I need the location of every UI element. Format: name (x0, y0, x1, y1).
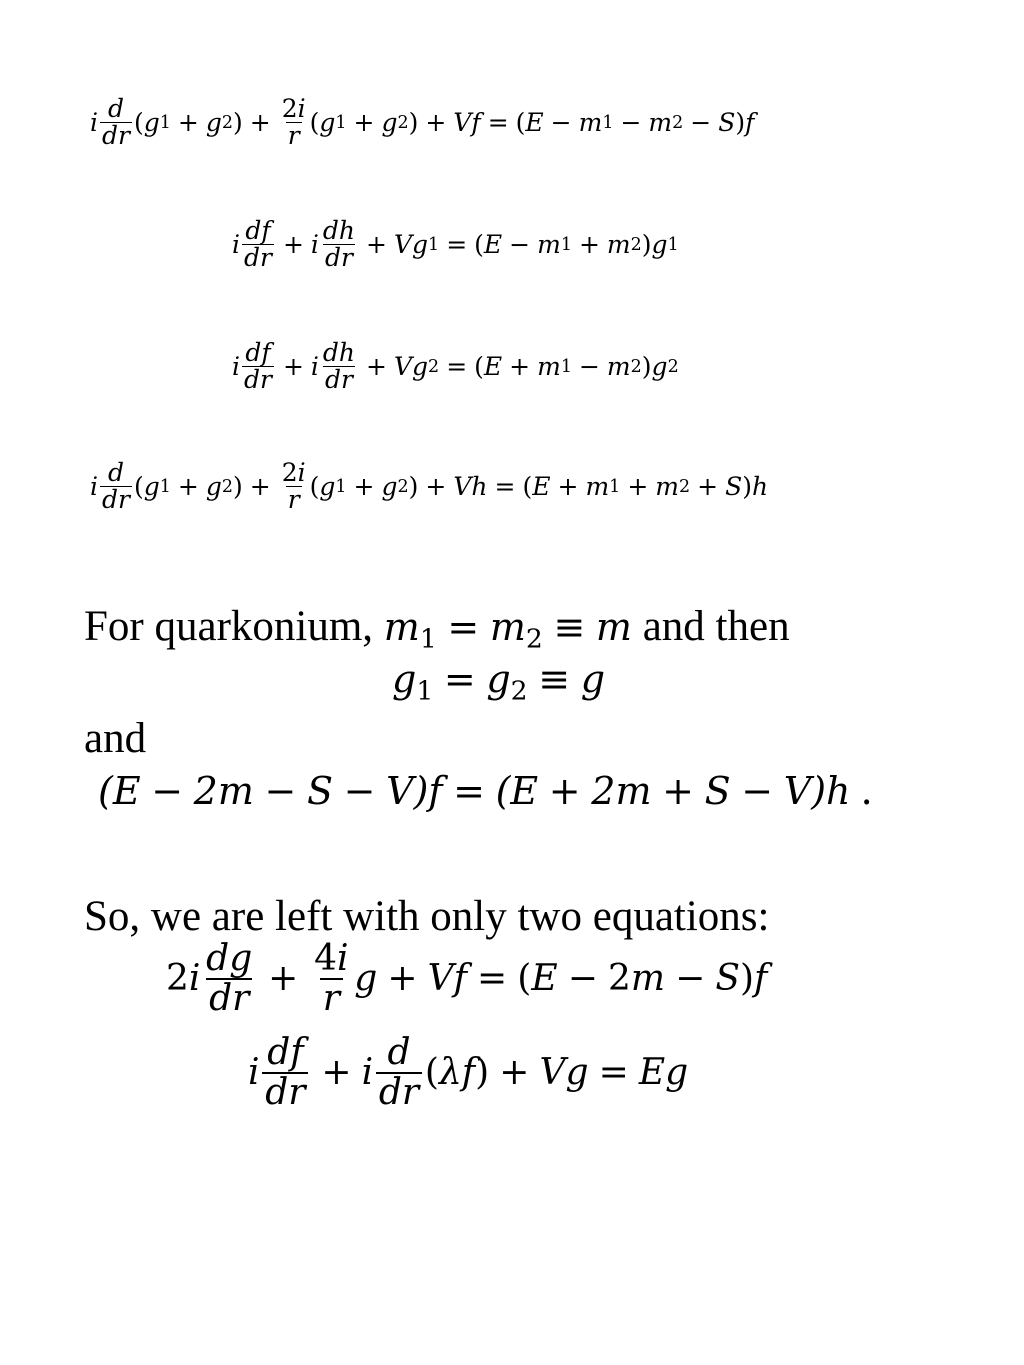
left-with-text: So, we are left with only two equations: (84, 893, 770, 940)
equation-4: i $\frac{d}{dr}$ ( g 1 + g 2 ) + $\frac{2i}{r}$ ( g 1 + g 2 ) + Vh = ( E + m 1 + m 2 + S ) h (90, 458, 769, 515)
and-text: and (84, 715, 147, 762)
equation-1: i $\frac{d}{dr}$ ( g 1 + g 2 ) + $\frac{2i}{r}$ ( g 1 + g 2 ) + Vf = ( E − m 1 − m 2 − S ) f (90, 94, 755, 151)
m-relation: $m_1 = m_2 \equiv m$ (383, 605, 632, 655)
g-relation: $g_1 = g_2 \equiv g$ (392, 657, 606, 707)
final-equation-2: i $\frac{df}{dr}$ + i $\frac{d}{dr}$ ( λf ) + Vg = Eg (248, 1032, 689, 1113)
g-relation-line (392, 654, 605, 706)
quarkonium-line (84, 602, 790, 654)
f-h-relation: (E − 2m − S − V)f = (E + 2m + S − V)h (98, 769, 851, 813)
and-then-text: and then (642, 603, 790, 650)
quarkonium-lead-text: For quarkonium, (84, 603, 374, 650)
final-equation-1: 2 i $\frac{dg}{dr}$ + $\frac{4i}{r}$ g + Vf = ( E − 2 m − S ) f (166, 938, 768, 1019)
equation-2: i $\frac{df}{dr}$ + i $\frac{dh}{dr}$ + Vg 1 = ( E − m 1 + m 2 ) g 1 (232, 216, 679, 273)
equation-3: i $\frac{df}{dr}$ + i $\frac{dh}{dr}$ + Vg 2 = ( E + m 1 − m 2 ) g 2 (232, 338, 679, 395)
f-h-relation-line: (E − 2m − S − V)f = (E + 2m + S − V)h . (98, 767, 872, 814)
